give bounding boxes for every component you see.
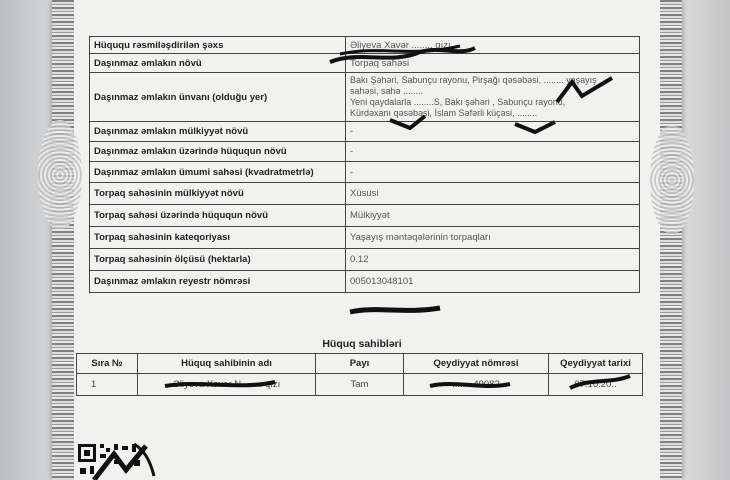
redaction-mark: [552, 72, 622, 112]
header-cell: Payı: [316, 354, 404, 374]
row-label: Hüququ rəsmiləşdirilən şəxs: [90, 37, 346, 54]
row-value: -: [346, 122, 640, 142]
row-label: Daşınmaz əmlakın növü: [90, 54, 346, 73]
address-line: sahəsi, sahə ........: [350, 86, 424, 96]
header-cell: Qeydiyyat tarixi: [549, 354, 643, 374]
ornamental-border-left: [52, 0, 74, 480]
row-value: Yaşayış məntəqələrinin torpaqları: [346, 227, 640, 249]
owner-share: Tam: [316, 374, 404, 396]
registration-number: ........49082: [404, 374, 549, 396]
table-row: [90, 205, 640, 227]
qr-code: [74, 440, 162, 480]
row-label: Daşınmaz əmlakın üzərində hüququn növü: [90, 142, 346, 162]
redaction-mark: [385, 110, 565, 140]
header-cell: Sıra №: [77, 354, 138, 374]
row-label: Daşınmaz əmlakın ümumi sahəsi (kvadratmetrlə): [90, 162, 346, 183]
row-value: 0.12: [346, 249, 640, 271]
row-value: Torpaq sahəsi: [346, 54, 640, 73]
owner-name: Əliyeva Xavər N........ qızı: [138, 374, 316, 396]
ornamental-border-right: [660, 0, 682, 480]
row-value: Əliyeva Xavər ........ qızı: [346, 37, 640, 54]
row-value: 005013048101: [346, 271, 640, 293]
guilloche-medallion-left: [38, 120, 82, 230]
redaction-mark: [160, 376, 280, 394]
background-right: [680, 0, 730, 480]
table-row: [90, 227, 640, 249]
row-label: Daşınmaz əmlakın mülkiyyət növü: [90, 122, 346, 142]
redaction-mark: [345, 300, 445, 320]
redaction-mark: [425, 376, 515, 394]
redaction-mark: [320, 40, 480, 70]
table-row: [90, 162, 640, 183]
row-label: Torpaq sahəsinin ölçüsü (hektarla): [90, 249, 346, 271]
owners-header-row: [77, 354, 643, 374]
row-label: Torpaq sahəsinin mülkiyyət növü: [90, 183, 346, 205]
row-value: Xüsusi: [346, 183, 640, 205]
table-row: [90, 271, 640, 293]
row-number: 1: [77, 374, 138, 396]
table-row: [90, 183, 640, 205]
registration-date: 07.10.20..: [549, 374, 643, 396]
address-line: Yeni qaydalarla ........S, Bakı şəhəri , Sabunçu rayonu,: [350, 97, 566, 107]
guilloche-medallion-right: [650, 125, 694, 235]
owners-title: Hüquq sahibləri: [322, 338, 402, 350]
address-line: Kürdəxanı qəsəbəsi, İslam Səfərli küçəsi, ........: [350, 108, 538, 118]
row-value: -: [346, 142, 640, 162]
redaction-mark: [565, 372, 635, 394]
row-value: -: [346, 162, 640, 183]
row-label: Daşınmaz əmlakın ünvanı (olduğu yer): [90, 73, 346, 122]
table-row: [90, 249, 640, 271]
table-row: [90, 142, 640, 162]
row-label: Torpaq sahəsi üzərində hüququn növü: [90, 205, 346, 227]
row-label: Daşınmaz əmlakın reyestr nömrəsi: [90, 271, 346, 293]
address-line: Bakı Şəhəri, Sabunçu rayonu, Pirşağı qəsəbəsi, ........ yaşayış: [350, 75, 597, 85]
row-label: Torpaq sahəsinin kateqoriyası: [90, 227, 346, 249]
background-left: [0, 0, 60, 480]
header-cell: Qeydiyyat nömrəsi: [404, 354, 549, 374]
header-cell: Hüquq sahibinin adı: [138, 354, 316, 374]
row-value: Mülkiyyət: [346, 205, 640, 227]
